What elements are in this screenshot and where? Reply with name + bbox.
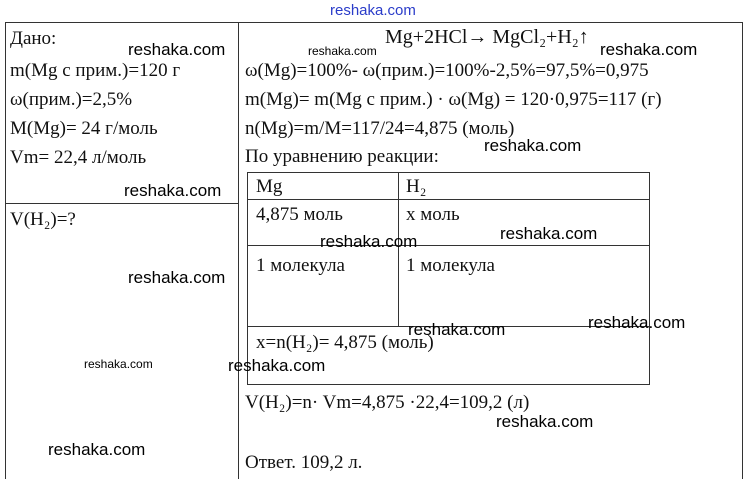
column-divider: [238, 22, 239, 479]
given-mass-with-impurities: m(Mg с прим.)=120 г: [10, 60, 181, 81]
find-volume: V(H₂)=?: [10, 209, 76, 230]
solution-line-fraction: ω(Mg)=100%- ω(прим.)=100%-2,5%=97,5%=0,975: [245, 60, 649, 81]
inner-border-header: [247, 199, 650, 200]
watermark: reshaka.com: [48, 440, 146, 459]
answer: Ответ. 109,2 л.: [245, 452, 363, 473]
inner-border-row1: [247, 245, 650, 246]
inner-border-right: [649, 172, 650, 385]
solution-line-mass: m(Mg)= m(Mg с прим.) · ω(Mg) = 120·0,975=117 (г): [245, 89, 662, 110]
reaction-equation: Mg+2HCl→ MgCl₂+H₂↑: [385, 26, 589, 48]
watermark-top: reshaka.com: [330, 2, 416, 19]
watermark: reshaka.com: [600, 40, 698, 59]
watermark: reshaka.com: [128, 40, 226, 59]
watermark: reshaka.com: [588, 313, 686, 332]
watermark: reshaka.com: [124, 181, 222, 200]
table-cell-h2-moles: x моль: [406, 204, 460, 225]
table-cell-mg-molecule: 1 молекула: [256, 255, 345, 276]
table-result: x=n(H₂)= 4,875 (моль): [256, 332, 434, 353]
given-molar-volume: Vm= 22,4 л/моль: [10, 147, 147, 168]
watermark: reshaka.com: [128, 268, 226, 287]
watermark: reshaka.com: [496, 412, 594, 431]
watermark: reshaka.com: [228, 356, 326, 375]
inner-border-bottom: [247, 384, 650, 385]
table-cell-mg-moles: 4,875 моль: [256, 204, 343, 225]
outer-border-left: [5, 22, 6, 479]
solution-line-moles: n(Mg)=m/M=117/24=4,875 (моль): [245, 118, 515, 139]
watermark: reshaka.com: [500, 224, 598, 243]
table-header-h2: H₂: [406, 176, 427, 197]
table-header-mg: Mg: [256, 176, 283, 197]
solution-line-by-equation: По уравнению реакции:: [245, 146, 439, 167]
given-find-divider: [5, 203, 239, 204]
watermark: reshaka.com: [484, 136, 582, 155]
table-cell-h2-molecule: 1 молекула: [406, 255, 495, 276]
watermark: reshaka.com: [320, 232, 418, 251]
given-molar-mass: M(Mg)= 24 г/моль: [10, 118, 158, 139]
watermark: reshaka.com: [84, 357, 153, 371]
outer-border-right: [742, 22, 743, 479]
outer-border-top: [5, 22, 743, 23]
given-impurity-fraction: ω(прим.)=2,5%: [10, 89, 133, 110]
inner-border-top: [247, 172, 650, 173]
inner-border-left: [247, 172, 248, 385]
volume-calculation: V(H₂)=n· Vm=4,875 ·22,4=109,2 (л): [245, 392, 530, 413]
watermark: reshaka.com: [308, 44, 377, 58]
watermark: reshaka.com: [408, 320, 506, 339]
given-header: Дано:: [10, 28, 57, 49]
